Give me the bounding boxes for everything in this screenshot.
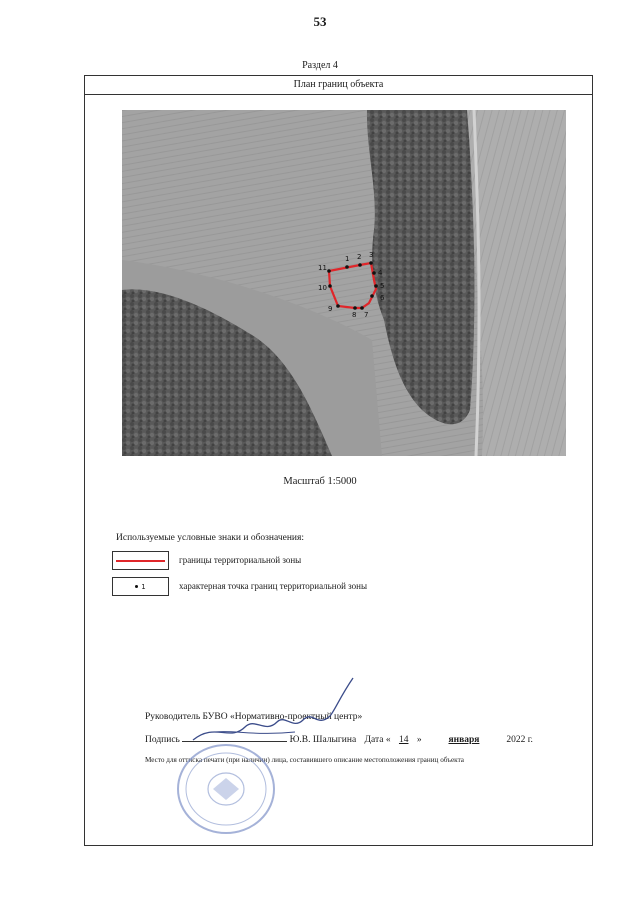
point-1 — [345, 265, 349, 269]
point-5 — [374, 284, 378, 288]
map-canvas — [122, 110, 566, 456]
frame-title: План границ объекта — [84, 75, 593, 95]
point-4 — [372, 271, 376, 275]
section-label: Раздел 4 — [302, 60, 338, 71]
point-9 — [336, 304, 340, 308]
legend-text-point: характерная точка границ территориальной зоны — [179, 581, 368, 591]
point-7 — [360, 306, 364, 310]
point-dot-icon — [135, 585, 138, 588]
point-3 — [369, 261, 373, 265]
signer-name: Ю.В. Шалыгина — [289, 735, 357, 745]
point-6 — [370, 294, 374, 298]
boundary-line-symbol — [116, 560, 165, 562]
point-11 — [327, 269, 331, 273]
date-label: Дата « — [364, 735, 391, 745]
legend-symbol-boundary — [112, 551, 169, 570]
map-scale: Масштаб 1:5000 — [283, 476, 357, 487]
point-label: 2 — [357, 253, 362, 261]
point-8 — [353, 306, 357, 310]
legend-text-boundary: границы территориальной зоны — [179, 555, 302, 565]
date-day: 14 — [398, 735, 409, 745]
official-stamp — [175, 742, 277, 836]
point-label: 5 — [380, 282, 385, 290]
date-year: 2022 г. — [506, 735, 533, 745]
handwritten-signature — [185, 672, 360, 752]
point-label: 1 — [345, 255, 350, 263]
point-label: 6 — [380, 294, 385, 302]
page-number: 53 — [313, 14, 327, 29]
stamp-note: Место для оттиска печати (при наличии) лица, составившего описание местоположения границ объекта — [145, 756, 464, 764]
point-label: 11 — [318, 264, 327, 272]
legend-symbol-point — [112, 577, 169, 596]
point-label: 4 — [378, 269, 383, 277]
point-label: 9 — [328, 305, 333, 313]
legend-heading: Используемые условные знаки и обозначения: — [116, 533, 305, 543]
date-quote-close: » — [416, 735, 422, 745]
aerial-map — [122, 110, 566, 456]
date-month: января — [448, 735, 480, 745]
point-label: 7 — [364, 311, 369, 319]
point-label: 3 — [369, 251, 374, 259]
point-label: 8 — [352, 311, 357, 319]
point-10 — [328, 284, 332, 288]
point-label: 10 — [318, 284, 327, 292]
head-line: Руководитель БУВО «Нормативно-проектный центр» — [145, 712, 363, 722]
point-2 — [358, 263, 362, 267]
legend-point-number: 1 — [141, 582, 146, 591]
sign-label: Подпись — [145, 735, 180, 745]
